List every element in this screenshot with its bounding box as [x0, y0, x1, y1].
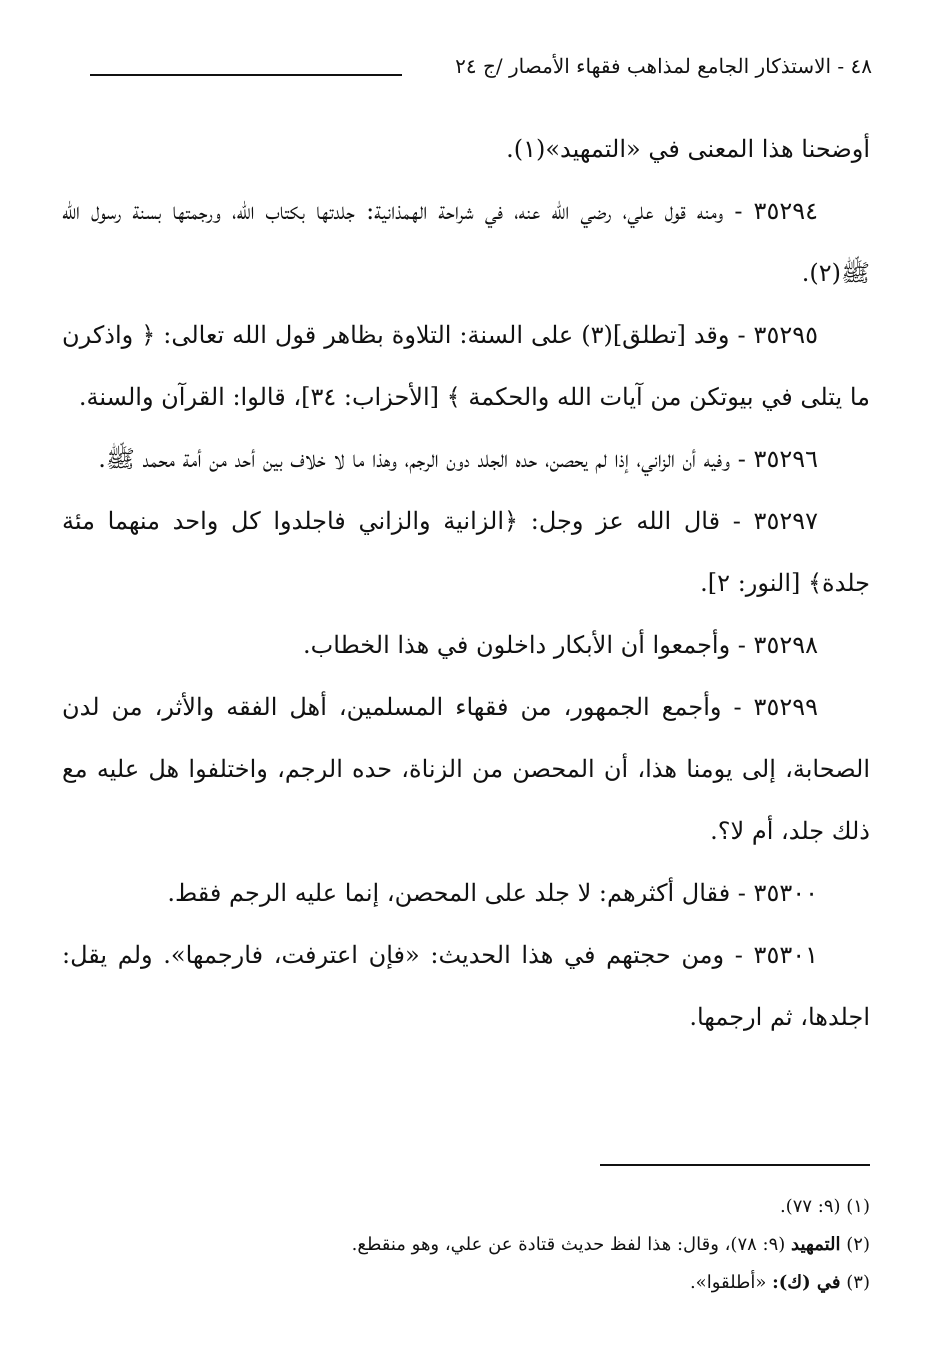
paragraph-35301: ٣٥٣٠١ - ومن حجتهم في هذا الحديث: «فإن اعترفت، فارجمها». ولم يقل: اجلدها، ثم ارجمها. — [62, 941, 870, 1031]
paragraph-35298: ٣٥٢٩٨ - وأجمعوا أن الأبكار داخلون في هذا الخطاب. — [303, 631, 818, 659]
footnote-text: «أطلقوا». — [689, 1272, 767, 1293]
paragraph-35296: ٣٥٢٩٦ - وفيه أن الزاني، إذا لم يحصن، حده الجلد دون الرجم، وهذا ما لا خلاف بين أحد من أمة محمد ﷺ. — [98, 445, 818, 473]
footnote-number: (٢) — [846, 1234, 870, 1255]
footnote-number: (٣) — [846, 1272, 870, 1293]
footnotes — [62, 1188, 870, 1302]
footnote-text: (٩: ٧٧). — [779, 1196, 841, 1217]
paragraph-35300: ٣٥٣٠٠ - فقال أكثرهم: لا جلد على المحصن، إنما عليه الرجم فقط. — [167, 879, 818, 907]
paragraph-35294: ٣٥٢٩٤ - ومنه قول علي، رضي الله عنه، في شراحة الهمذانية: جلدتها بكتاب الله، ورجمتها بسنة رسول الله ﷺ(٢). — [62, 197, 870, 287]
footnote-number: (١) — [846, 1196, 870, 1217]
footnote-source: في (ك): — [772, 1272, 841, 1293]
header-title: ٤٨ - الاستذكار الجامع لمذاهب فقهاء الأمصار /ج ٢٤ — [455, 54, 872, 78]
running-header — [90, 48, 872, 88]
footnote-2 — [62, 1226, 870, 1264]
footnote-source: التمهيد — [791, 1234, 841, 1255]
paragraph-35295: ٣٥٢٩٥ - وقد [تطلق](٣) على السنة: التلاوة بظاهر قول الله تعالى: ﴿ واذكرن ما يتلى في بيوتكن من آيات الله والحكمة ﴾ [الأحزاب: ٣٤]، قالوا: القرآن والسنة. — [62, 321, 870, 411]
footnote-3 — [62, 1264, 870, 1302]
footnote-1 — [62, 1188, 870, 1226]
paragraph-continuation: أوضحنا هذا المعنى في «التمهيد»(١). — [506, 135, 870, 163]
header-rule — [90, 74, 402, 76]
footnote-text: (٩: ٧٨)، وقال: هذا لفظ حديث قتادة عن علي، وهو منقطع. — [351, 1234, 786, 1255]
paragraph-35297: ٣٥٢٩٧ - قال الله عز وجل: ﴿الزانية والزاني فاجلدوا كل واحد منهما مئة جلدة﴾ [النور: ٢]. — [62, 507, 870, 597]
main-text — [62, 118, 870, 1048]
paragraph-35299: ٣٥٢٩٩ - وأجمع الجمهور، من فقهاء المسلمين، أهل الفقه والأثر، من لدن الصحابة، إلى يومنا هذا، أن المحصن من الزناة، حده الرجم، واختلفوا هل عليه مع ذلك جلد، أم لا؟. — [62, 693, 870, 845]
footnote-separator — [600, 1164, 870, 1166]
